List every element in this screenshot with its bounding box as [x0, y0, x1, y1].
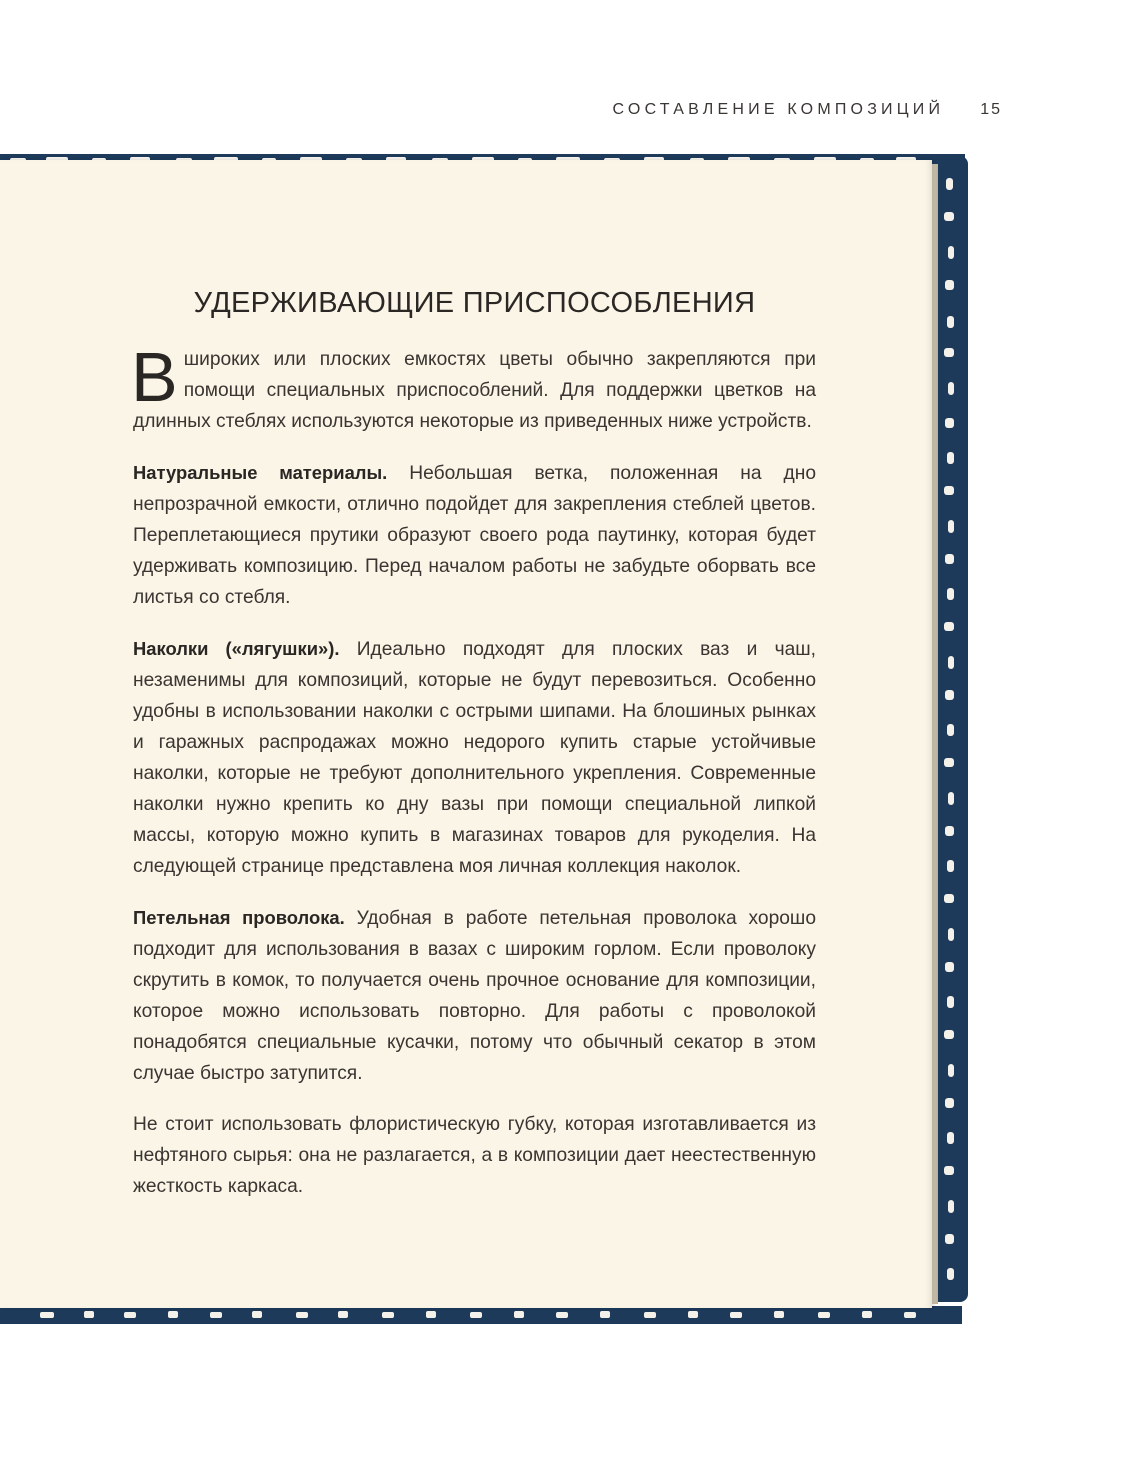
- text-natural-materials: Небольшая ветка, положенная на дно непрозрачной емкости, отлично подойдет для закрепления стеблей цветов. Переплетающиеся прутики образуют своего рода паутинку, которая будет удерживать композицию. Перед началом работы не забудьте оборвать все листья со стебля.: [133, 463, 816, 608]
- lead-natural-materials: Натуральные материалы.: [133, 462, 388, 483]
- running-title: СОСТАВЛЕНИЕ КОМПОЗИЦИЙ: [612, 101, 945, 118]
- lead-frogs: Наколки («лягушки»).: [133, 638, 340, 659]
- text-frogs: Идеально подходят для плоских ваз и чаш, незаменимы для композиций, которые не будут перевозиться. Особенно удобны в использовании наколки с острыми шипами. На блошиных рынках и гаражных распродажах можно недорого купить старые устойчивые наколки, которые не требуют дополнительного укрепления. Современные наколки нужно крепить ко дну вазы при помощи специальной липкой массы, которую можно купить в магазинах товаров для рукоделия. На следующей странице представлена моя личная коллекция наколок.: [133, 639, 816, 877]
- lead-chicken-wire: Петельная проволока.: [133, 907, 345, 928]
- page-number: 15: [980, 101, 1002, 118]
- intro-text: широких или плоских емкостях цветы обычно закрепляются при помощи специальных приспособлений. Для поддержки цветков на длинных стеблях используются некоторые из приведенных ниже устройств.: [133, 349, 816, 432]
- drop-cap: В: [131, 338, 178, 416]
- running-header: [560, 97, 1002, 123]
- section-natural-materials: [133, 457, 816, 613]
- section-frogs: [133, 633, 816, 882]
- article: [133, 282, 816, 1222]
- text-chicken-wire: Удобная в работе петельная проволока хорошо подходит для использования в вазах с широким горлом. Если проволоку скрутить в комок, то получается очень прочное основание для композиции, которое можно использовать повторно. Для работы с проволокой понадобятся специальные кусачки, потому что обычный секатор в этом случае быстро затупится.: [133, 908, 816, 1084]
- section-chicken-wire: [133, 902, 816, 1089]
- closing-paragraph: Не стоит использовать флористическую губку, которая изготавливается из нефтяного сырья: она не разлагается, а в композиции дает неестественную жесткость каркаса.: [133, 1114, 816, 1197]
- intro-paragraph: [131, 338, 816, 437]
- section-title: УДЕРЖИВАЮЩИЕ ПРИСПОСОБЛЕНИЯ: [193, 287, 756, 319]
